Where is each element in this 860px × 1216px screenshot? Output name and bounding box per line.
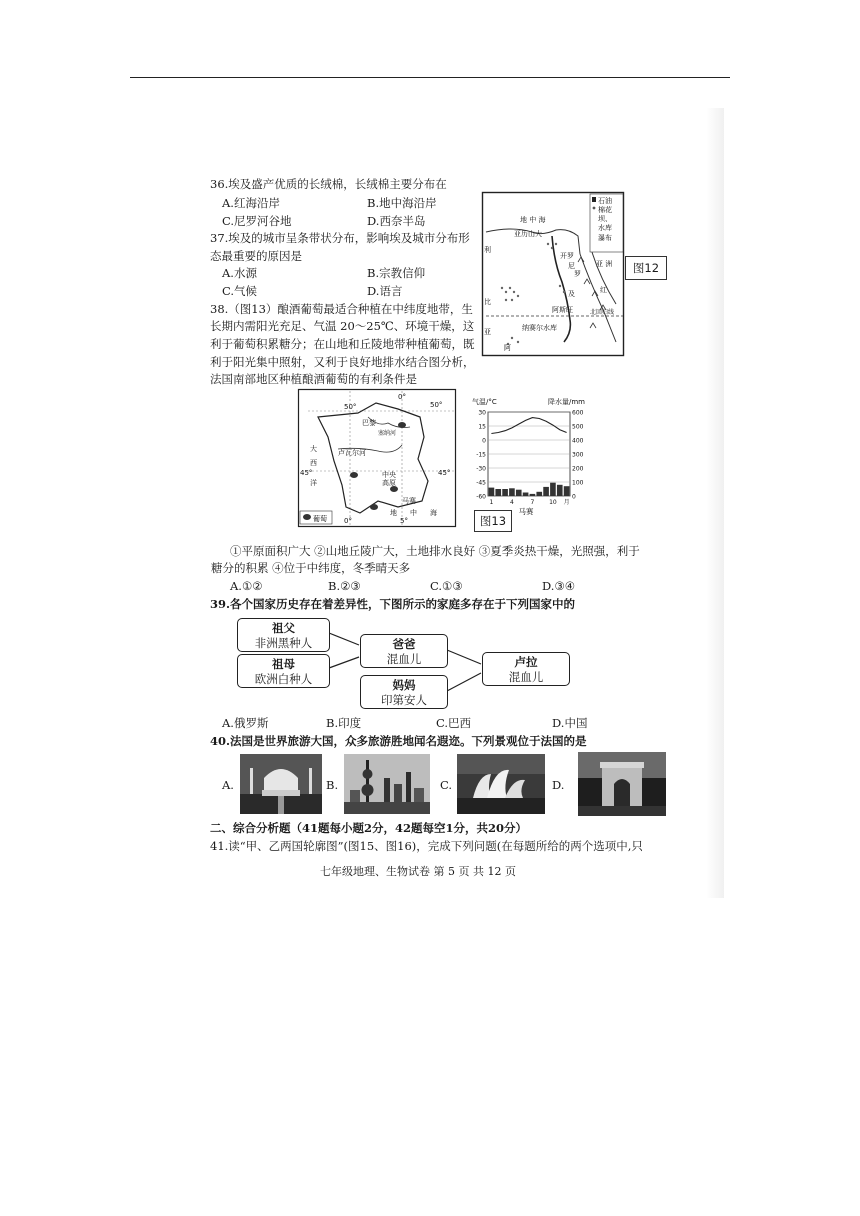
- family-father: 爸爸 混血儿: [360, 634, 448, 668]
- svg-text:亚: 亚: [484, 328, 491, 336]
- q39-option-c: C.巴西: [436, 716, 472, 730]
- sydney-opera-house-photo: [457, 754, 545, 814]
- temp-tick-label: 30: [478, 409, 486, 417]
- q37-stem-1: 37.埃及的城市呈条带状分布，影响埃及城市分布形: [210, 231, 470, 245]
- q37-option-d: D.语言: [367, 284, 403, 298]
- q37-option-c: C.气候: [222, 284, 258, 298]
- q36-stem: 36.埃及盛产优质的长绒棉，长绒棉主要分布在: [210, 177, 447, 191]
- svg-text:纳赛尔水库: 纳赛尔水库: [522, 324, 557, 332]
- temp-axis-title: 气温/°C: [472, 398, 497, 406]
- svg-text:5°: 5°: [400, 517, 408, 525]
- q39-option-b: B.印度: [326, 716, 362, 730]
- q36-option-a: A.红海沿岸: [222, 196, 280, 210]
- precip-tick-label: 600: [572, 409, 584, 417]
- q38-stem-3: 利于葡萄积累糖分；在山地和丘陵地带种植葡萄，既: [210, 337, 475, 351]
- svg-text:北回归线: 北回归线: [590, 309, 615, 316]
- svg-text:50°: 50°: [430, 401, 443, 409]
- taj-mahal-photo: [240, 754, 322, 814]
- svg-text:西: 西: [310, 459, 317, 467]
- svg-text:巴黎: 巴黎: [362, 419, 376, 427]
- section2-title: 二、综合分析题（41题每小题2分，42题每空1分，共20分）: [210, 821, 528, 835]
- svg-text:尼: 尼: [568, 262, 575, 270]
- svg-text:及: 及: [568, 290, 575, 298]
- q38-statements-1: ①平原面积广大 ②山地丘陵广大，土地排水良好 ③夏季炎热干燥，光照强，利于: [230, 544, 640, 558]
- svg-text:大: 大: [310, 445, 317, 453]
- shanghai-skyline-photo: [344, 754, 430, 814]
- precip-tick-label: 500: [572, 423, 584, 431]
- legend-cotton: 棉花: [598, 206, 612, 214]
- svg-text:0°: 0°: [344, 517, 352, 525]
- q40-option-b: B.: [326, 778, 339, 792]
- svg-text:葡萄: 葡萄: [313, 515, 327, 523]
- month-tick-label: 10: [549, 499, 557, 506]
- svg-text:洋: 洋: [310, 479, 317, 487]
- month-tick-label: 7: [530, 499, 535, 506]
- climate-city-label: 马赛: [518, 507, 534, 516]
- temp-tick-label: -60: [476, 493, 486, 501]
- svg-text:高原: 高原: [382, 479, 396, 487]
- q38-statements-2: 糖分的积累 ④位于中纬度，冬季晴天多: [211, 561, 411, 575]
- q38-stem-2: 长期内需阳光充足、气温 20～25℃、环境干燥，这: [210, 319, 475, 333]
- svg-text:地 中 海: 地 中 海: [520, 216, 546, 224]
- q39-option-d: D.中国: [552, 716, 588, 730]
- svg-text:马赛: 马赛: [402, 497, 416, 505]
- family-child: 卢拉 混血儿: [482, 652, 570, 686]
- arc-de-triomphe-photo: [578, 752, 666, 816]
- temp-tick-label: -30: [476, 465, 486, 473]
- q40-option-a: A.: [222, 778, 234, 792]
- precip-axis-title: 降水量/mm: [548, 398, 585, 406]
- q36-option-d: D.西奈半岛: [367, 214, 426, 228]
- month-tick-label: 4: [510, 499, 514, 506]
- q40-stem: 40.法国是世界旅游大国，众多旅游胜地闻名遐迩。下列景观位于法国的是: [210, 734, 587, 748]
- legend-waterfall: 瀑布: [598, 234, 612, 242]
- precip-tick-label: 400: [572, 437, 584, 445]
- svg-text:0°: 0°: [398, 393, 406, 401]
- svg-text:中央: 中央: [382, 471, 396, 479]
- q36-option-c: C.尼罗河谷地: [222, 214, 292, 228]
- svg-text:塞纳河: 塞纳河: [378, 430, 397, 437]
- q38-stem-5: 法国南部地区种植酿酒葡萄的有利条件是: [210, 372, 417, 386]
- svg-text:利: 利: [484, 246, 491, 254]
- svg-text:地: 地: [390, 509, 397, 517]
- svg-text:罗: 罗: [574, 270, 581, 278]
- svg-text:海: 海: [430, 509, 437, 517]
- q38-stem-4: 利于阳光集中照射，又利于良好地排水结合图分析，: [210, 355, 475, 369]
- q41-stem: 41.读“甲、乙两国轮廓图”(图15、图16)，完成下列问题(在每题所给的两个选项中,只: [210, 839, 643, 853]
- q39-stem: 39.各个国家历史存在着差异性，下图所示的家庭多存在于下列国家中的: [210, 597, 576, 611]
- q38-stem-1: 38.（图13）酿酒葡萄最适合种植在中纬度地带，生: [210, 302, 473, 316]
- svg-text:阿斯旺: 阿斯旺: [552, 306, 573, 314]
- month-tick-label: 1: [489, 499, 494, 506]
- q37-option-b: B.宗教信仰: [367, 266, 426, 280]
- q38-option-b: B.②③: [328, 579, 361, 593]
- month-unit-label: 月: [563, 499, 570, 506]
- q37-option-a: A.水源: [222, 266, 257, 280]
- fig12-label: 图12: [625, 256, 667, 280]
- svg-text:比: 比: [484, 298, 491, 306]
- svg-text:亚 洲: 亚 洲: [596, 260, 613, 268]
- temp-tick-label: -15: [476, 451, 486, 459]
- q39-option-a: A.俄罗斯: [222, 716, 269, 730]
- svg-text:红: 红: [600, 286, 607, 294]
- svg-text:45°: 45°: [300, 469, 313, 477]
- q37-stem-2: 态最重要的原因是: [210, 249, 302, 263]
- q40-option-d: D.: [552, 778, 565, 792]
- svg-text:开罗: 开罗: [560, 252, 574, 260]
- precip-tick-label: 200: [572, 465, 584, 473]
- q38-option-a: A.①②: [230, 579, 263, 593]
- precip-tick-label: 100: [572, 479, 584, 487]
- temp-tick-label: -45: [476, 479, 486, 487]
- svg-text:阿: 阿: [504, 344, 511, 352]
- temp-tick-label: 15: [478, 423, 486, 431]
- legend-dam: 坝、: [598, 215, 612, 223]
- q40-option-c: C.: [440, 778, 453, 792]
- svg-text:亚历山大: 亚历山大: [514, 230, 542, 238]
- legend-oil: 石油: [598, 197, 612, 205]
- q36-option-b: B.地中海沿岸: [367, 196, 437, 210]
- fig13-label: 图13: [474, 510, 512, 532]
- precip-tick-label: 0: [572, 493, 576, 501]
- family-grandfather: 祖父 非洲黑种人: [237, 618, 330, 652]
- svg-text:50°: 50°: [344, 403, 357, 411]
- svg-text:中: 中: [410, 509, 417, 517]
- q38-option-c: C.①③: [430, 579, 463, 593]
- precip-tick-label: 300: [572, 451, 584, 459]
- family-mother: 妈妈 印第安人: [360, 675, 448, 709]
- legend-reservoir: 水库: [598, 224, 612, 232]
- svg-text:45°: 45°: [438, 469, 451, 477]
- page-footer: 七年级地理、生物试卷 第 5 页 共 12 页: [320, 865, 516, 878]
- temp-tick-label: 0: [482, 437, 486, 445]
- family-grandmother: 祖母 欧洲白种人: [237, 654, 330, 688]
- svg-text:卢瓦尔河: 卢瓦尔河: [338, 449, 366, 457]
- q38-option-d: D.③④: [542, 579, 576, 593]
